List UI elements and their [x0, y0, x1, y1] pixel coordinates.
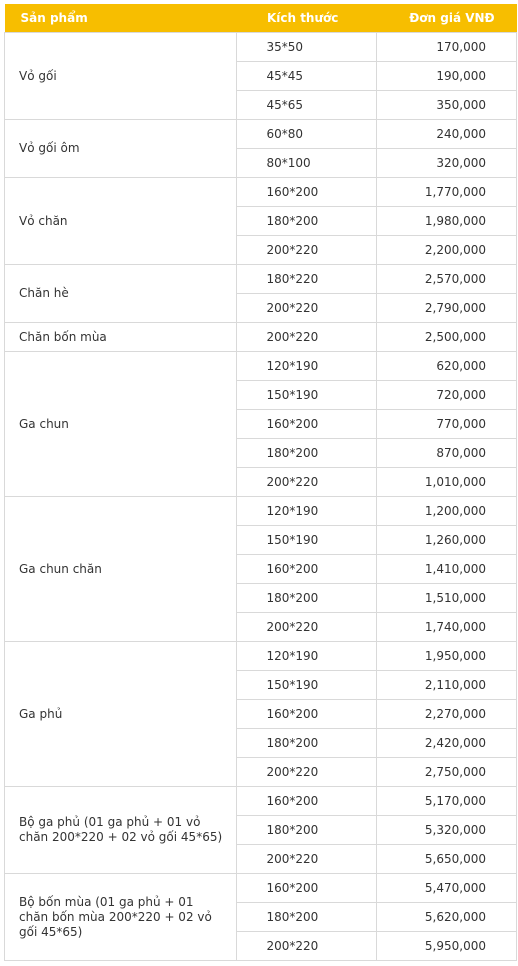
- product-name-cell: Bộ ga phủ (01 ga phủ + 01 vỏ chăn 200*220 + 02 vỏ gối 45*65): [5, 787, 237, 874]
- size-cell: 45*65: [237, 91, 376, 120]
- size-cell: 160*200: [237, 700, 376, 729]
- size-cell: 60*80: [237, 120, 376, 149]
- header-size: Kích thước: [237, 4, 376, 33]
- size-cell: 200*220: [237, 932, 376, 961]
- table-header: [5, 4, 517, 33]
- price-cell: 620,000: [376, 352, 516, 381]
- price-cell: 1,010,000: [376, 468, 516, 497]
- price-cell: 2,790,000: [376, 294, 516, 323]
- table-row: [5, 265, 517, 294]
- table-row: [5, 874, 517, 903]
- price-cell: 5,470,000: [376, 874, 516, 903]
- price-cell: 1,740,000: [376, 613, 516, 642]
- price-cell: 350,000: [376, 91, 516, 120]
- size-cell: 200*220: [237, 845, 376, 874]
- size-cell: 80*100: [237, 149, 376, 178]
- size-cell: 200*220: [237, 758, 376, 787]
- price-table: [4, 4, 517, 961]
- price-cell: 770,000: [376, 410, 516, 439]
- header-product: Sản phẩm: [5, 4, 237, 33]
- table-row: [5, 120, 517, 149]
- product-name-cell: Vỏ gối: [5, 33, 237, 120]
- price-cell: 1,260,000: [376, 526, 516, 555]
- size-cell: 180*200: [237, 207, 376, 236]
- price-cell: 5,320,000: [376, 816, 516, 845]
- price-cell: 1,410,000: [376, 555, 516, 584]
- size-cell: 160*200: [237, 874, 376, 903]
- size-cell: 200*220: [237, 613, 376, 642]
- size-cell: 160*200: [237, 787, 376, 816]
- price-cell: 320,000: [376, 149, 516, 178]
- size-cell: 200*220: [237, 236, 376, 265]
- size-cell: 150*190: [237, 526, 376, 555]
- product-name-cell: Ga chun: [5, 352, 237, 497]
- size-cell: 120*190: [237, 497, 376, 526]
- header-row: [5, 4, 517, 33]
- size-cell: 200*220: [237, 294, 376, 323]
- size-cell: 160*200: [237, 178, 376, 207]
- product-name-cell: Chăn bốn mùa: [5, 323, 237, 352]
- size-cell: 45*45: [237, 62, 376, 91]
- table-row: [5, 352, 517, 381]
- product-name-cell: Chăn hè: [5, 265, 237, 323]
- price-cell: 2,420,000: [376, 729, 516, 758]
- table-row: [5, 787, 517, 816]
- price-cell: 170,000: [376, 33, 516, 62]
- product-name-cell: Bộ bốn mùa (01 ga phủ + 01 chăn bốn mùa 200*220 + 02 vỏ gối 45*65): [5, 874, 237, 961]
- product-name-cell: Ga chun chăn: [5, 497, 237, 642]
- price-cell: 1,950,000: [376, 642, 516, 671]
- size-cell: 150*190: [237, 381, 376, 410]
- price-cell: 1,980,000: [376, 207, 516, 236]
- size-cell: 120*190: [237, 352, 376, 381]
- product-name-cell: Vỏ gối ôm: [5, 120, 237, 178]
- price-cell: 5,620,000: [376, 903, 516, 932]
- table-body: [5, 33, 517, 961]
- table-row: [5, 497, 517, 526]
- size-cell: 160*200: [237, 410, 376, 439]
- price-cell: 5,650,000: [376, 845, 516, 874]
- product-name-cell: Vỏ chăn: [5, 178, 237, 265]
- price-cell: 240,000: [376, 120, 516, 149]
- price-cell: 2,110,000: [376, 671, 516, 700]
- price-cell: 720,000: [376, 381, 516, 410]
- table-row: [5, 178, 517, 207]
- size-cell: 180*200: [237, 816, 376, 845]
- size-cell: 180*200: [237, 439, 376, 468]
- size-cell: 180*200: [237, 903, 376, 932]
- price-cell: 190,000: [376, 62, 516, 91]
- price-cell: 2,750,000: [376, 758, 516, 787]
- size-cell: 35*50: [237, 33, 376, 62]
- price-cell: 2,570,000: [376, 265, 516, 294]
- price-cell: 1,510,000: [376, 584, 516, 613]
- product-name-cell: Ga phủ: [5, 642, 237, 787]
- size-cell: 120*190: [237, 642, 376, 671]
- price-cell: 2,270,000: [376, 700, 516, 729]
- size-cell: 180*220: [237, 265, 376, 294]
- table-row: [5, 33, 517, 62]
- price-cell: 2,500,000: [376, 323, 516, 352]
- table-row: [5, 323, 517, 352]
- table-row: [5, 642, 517, 671]
- header-price: Đơn giá VNĐ: [376, 4, 516, 33]
- size-cell: 160*200: [237, 555, 376, 584]
- price-cell: 5,170,000: [376, 787, 516, 816]
- price-cell: 870,000: [376, 439, 516, 468]
- size-cell: 150*190: [237, 671, 376, 700]
- price-cell: 2,200,000: [376, 236, 516, 265]
- size-cell: 180*200: [237, 584, 376, 613]
- size-cell: 200*220: [237, 468, 376, 497]
- price-cell: 5,950,000: [376, 932, 516, 961]
- price-cell: 1,770,000: [376, 178, 516, 207]
- price-cell: 1,200,000: [376, 497, 516, 526]
- size-cell: 200*220: [237, 323, 376, 352]
- size-cell: 180*200: [237, 729, 376, 758]
